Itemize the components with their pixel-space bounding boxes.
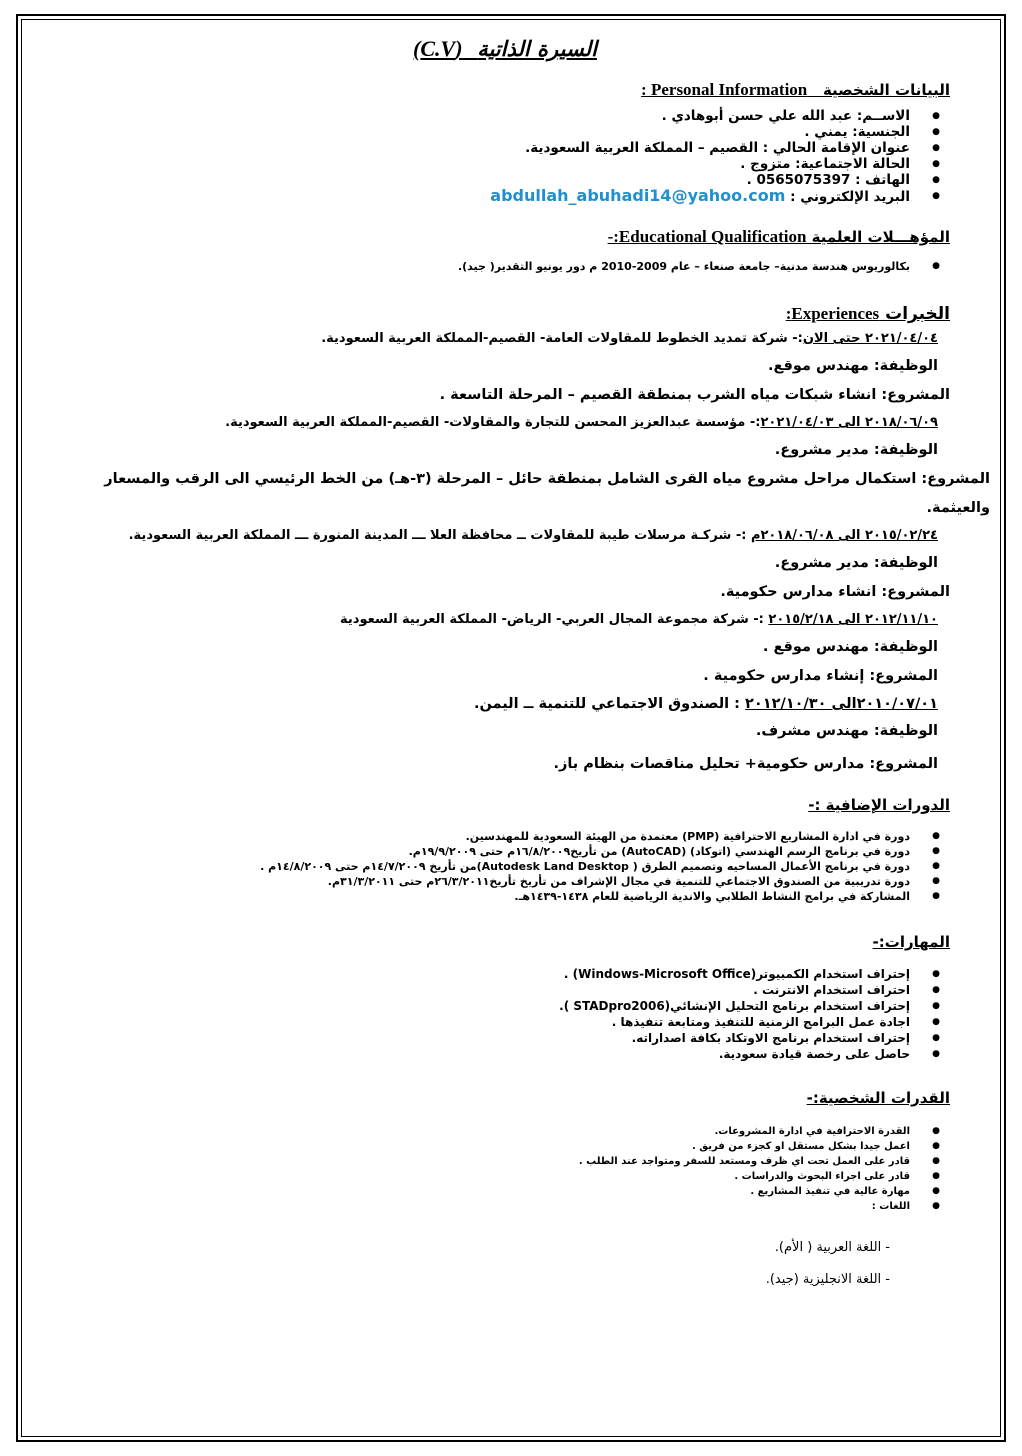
entry-company: : الصندوق الاجتماعي للتنمية ــ اليمن. — [473, 696, 746, 712]
abilities-list — [60, 1124, 950, 1214]
language-english: - اللغة الانجليزية (جيد). — [765, 1272, 890, 1287]
list-item: ● المشاركة في برامج النشاط الطلابي والاندية الرياضية للعام ١٤٣٨-١٤٣٩هـ. — [60, 889, 950, 904]
entry-dates: ٢٠١٥/٠٢/٢٤ الى ٢٠١٨/٠٦/٠٨م — [750, 528, 938, 543]
entry-project: المشروع: استكمال مراحل مشروع مياه القرى الشامل بمنطقة حائل – المرحلة (٣-هـ) من الخط الرئيسي الى الرقب والمسعار والعيثمة. — [104, 471, 990, 516]
list-item: ● الحالة الاجتماعية: متزوج . — [60, 156, 950, 172]
list-item: ● الهاتف : 0565075397 . — [60, 172, 950, 188]
list-item: ● اجادة عمل البرامج الزمنية للتنفيذ ومتابعة تنفيذها . — [60, 1014, 950, 1030]
entry-project: المشروع: إنشاء مدارس حكومية . — [703, 668, 938, 684]
courses-list — [60, 829, 950, 904]
list-item: ● دورة في برنامج الرسم الهندسي (اتوكاد) (AutoCAD) من تأريخ١٦/٨/٢٠٠٩م حتى ١٩/٩/٢٠٠٩م. — [60, 844, 950, 859]
skills-heading: المهارات:- — [872, 933, 950, 951]
list-item: ● الاســم: عبد الله علي حسن أبوهادي . — [60, 108, 950, 124]
list-item: ● احتراف استخدام الانترنت . — [60, 982, 950, 998]
personal-list — [60, 108, 950, 205]
entry-job: الوظيفة: مهندس موقع . — [762, 639, 938, 655]
list-item: ● الجنسية: يمني . — [60, 124, 950, 140]
title-arabic: السيرة الذاتية — [477, 36, 597, 61]
entry-company: :- شركة تمديد الخطوط للمقاولات العامة- القصيم-المملكة العربية السعودية. — [321, 331, 803, 346]
entry-dates: ٢٠٢١/٠٤/٠٤ حتى الان — [802, 331, 938, 346]
email-item — [60, 188, 950, 205]
list-item: ● إحتراف استخدام الكمبيوتر(Windows-Microsoft Office) . — [60, 966, 950, 982]
list-item: ● مهارة عالية في تنفيذ المشاريع . — [60, 1184, 950, 1199]
entry-project: المشروع: انشاء مدارس حكومية. — [720, 584, 950, 600]
cv-document — [60, 34, 990, 1296]
experience-heading: الخبرات Experiences: — [785, 304, 950, 324]
abilities-heading: القدرات الشخصية:- — [806, 1089, 950, 1107]
list-item: ● إحتراف استخدام برنامج الاوتكاد بكافة اصداراته. — [60, 1030, 950, 1046]
email-label: البريد الإلكتروني : — [790, 189, 910, 205]
languages-list — [60, 1232, 950, 1296]
list-item: ● حاصل على رخصة قيادة سعودية. — [60, 1046, 950, 1062]
education-heading: المؤهـــلات العلمية Educational Qualification:- — [607, 227, 950, 246]
entry-dates: ٢٠١٨/٠٦/٠٩ الى ٢٠٢١/٠٤/٠٣ — [760, 415, 938, 430]
entry-job: الوظيفة: مهندس موقع. — [767, 358, 938, 374]
personal-heading: البيانات الشخصية Personal Information : — [641, 80, 950, 99]
list-item: ● عنوان الإقامة الحالي : القصيم – المملكة العربية السعودية. — [60, 140, 950, 156]
entry-dates: ٢٠١٢/١١/١٠ الى ٢٠١٥/٢/١٨ — [768, 612, 938, 627]
entry-dates: ٢٠١٠/٠٧/٠١الى ٢٠١٢/١٠/٣٠ — [745, 696, 938, 712]
entry-job: الوظيفة: مدير مشروع. — [774, 442, 938, 458]
entry-project: المشروع: انشاء شبكات مياه الشرب بمنطقة القصيم – المرحلة التاسعة . — [439, 387, 950, 403]
list-item: ● القدرة الاحترافية في ادارة المشروعات. — [60, 1124, 950, 1139]
language-arabic: - اللغة العربية ( الأم). — [774, 1240, 890, 1255]
entry-company: :- شركـة مرسلات طيبة للمقاولات ــ محافظة العلا ـــ المدينة المنورة ـــ المملكة العربية السعودية. — [128, 528, 751, 543]
title-latin: (C.V) — [413, 36, 463, 61]
entry-job: الوظيفة: مهندس مشرف. — [755, 723, 938, 739]
email-link[interactable]: abdullah_abuhadi14@yahoo.com — [490, 186, 786, 205]
experience-entry — [60, 523, 950, 607]
skills-list — [60, 966, 950, 1062]
entry-company: :- مؤسسة عبدالعزيز المحسن للتجارة والمقاولات- القصيم-المملكة العربية السعودية. — [225, 415, 761, 430]
education-list — [60, 259, 950, 274]
experience-entry — [60, 691, 950, 779]
courses-heading: الدورات الإضافية :- — [808, 796, 950, 814]
list-item: ● اعمل جيدا بشكل مستقل او كجزء من فريق . — [60, 1139, 950, 1154]
list-item: ● دورة في ادارة المشاريع الاحترافية (PMP) معتمدة من الهيئة السعودية للمهندسين. — [60, 829, 950, 844]
entry-project: المشروع: مدارس حكومية+ تحليل مناقصات بنظام باز. — [553, 756, 938, 772]
list-item: ● اللغات : — [60, 1199, 950, 1214]
list-item: ● قادر على العمل تحت اي ظرف ومستعد للسفر ومتواجد عند الطلب . — [60, 1154, 950, 1169]
list-item: ● دورة في برنامج الأعمال المساحيه وتصميم الطرق ( Autodesk Land Desktop)من تأريخ ١٤/٧/٢٠٠٩م حتى ١٤/٨/٢٠٠٩م . — [60, 859, 950, 874]
experience-entry — [60, 326, 950, 410]
list-item: ● دورة تدريبية من الصندوق الاجتماعي للتنمية في مجال الإشراف من تأريخ تأريخ٢٦/٣/٢٠١١م حتى ٣١/٣/٢٠١١م. — [60, 874, 950, 889]
entry-job: الوظيفة: مدير مشروع. — [774, 555, 938, 571]
list-item: ● إحتراف استخدام برنامج التحليل الإنشائي(STADpro2006 ). — [60, 998, 950, 1014]
page-title — [60, 34, 950, 64]
list-item: ● بكالوريوس هندسة مدنية– جامعة صنعاء – عام 2009-2010 م دور يونيو التقدير( جيد). — [60, 259, 950, 274]
experience-entry — [60, 607, 950, 691]
experience-entry — [60, 410, 990, 523]
list-item: ● قادر على اجراء البحوث والدراسات . — [60, 1169, 950, 1184]
entry-company: :- شركة مجموعة المجال العربي- الرياض- المملكة العربية السعودية — [340, 612, 769, 627]
